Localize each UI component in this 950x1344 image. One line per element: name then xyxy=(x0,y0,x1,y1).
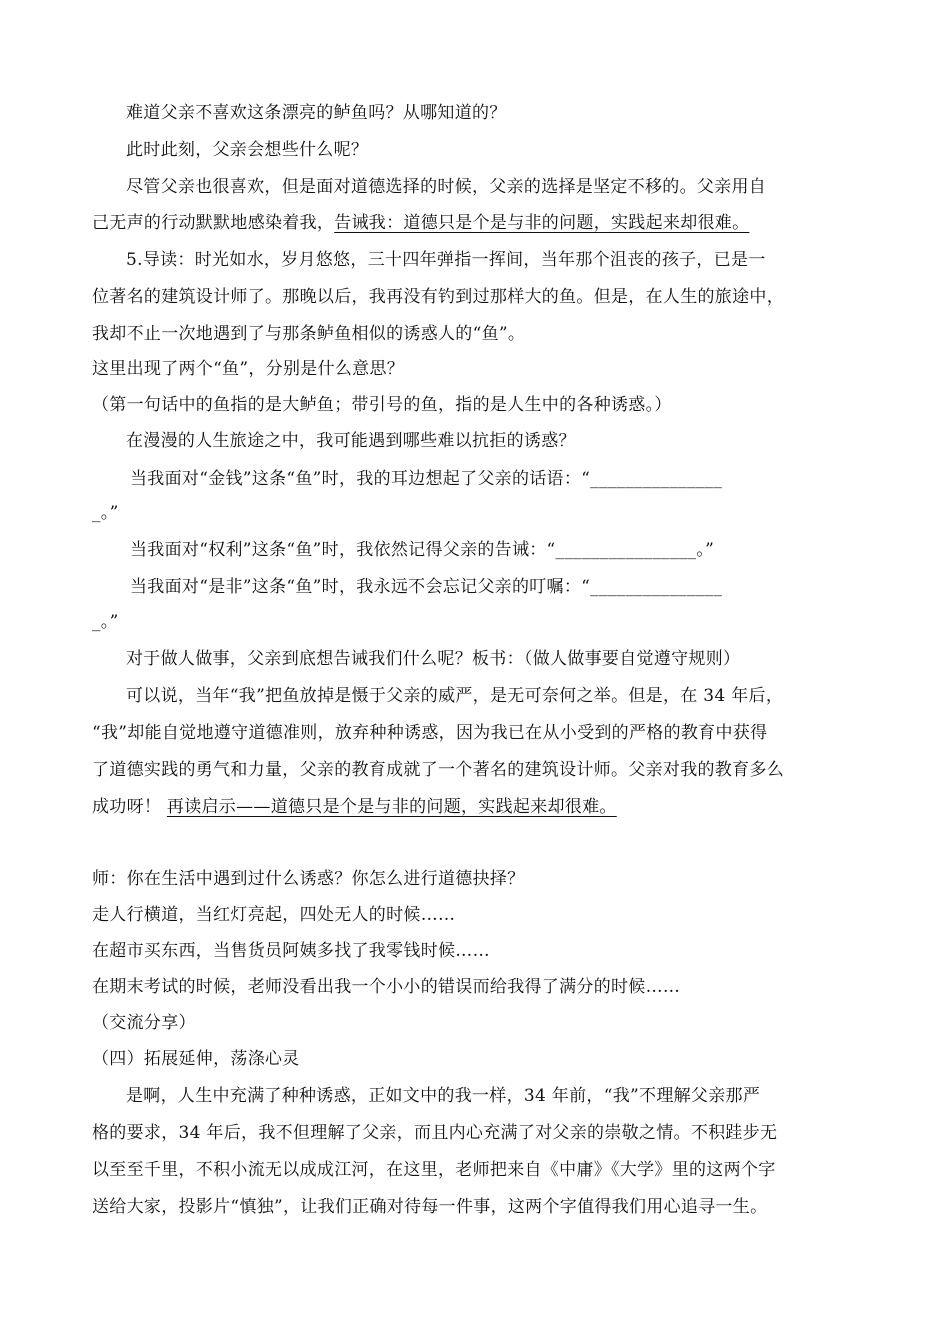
paragraph-line: 对于做人做事，父亲到底想告诫我们什么呢？板书：（做人做事要自觉遵守规则） xyxy=(126,649,741,669)
fill-blank-line: 当我面对“是非”这条“鱼”时，我永远不会忘记父亲的叮嘱：“_______________ xyxy=(130,577,723,597)
fill-blank-line: 当我面对“金钱”这条“鱼”时，我的耳边想起了父亲的话语：“_______________ xyxy=(130,469,723,489)
paragraph-line: 5.导读：时光如水，岁月悠悠，三十四年弹指一挥间，当年那个沮丧的孩子，已是一 xyxy=(126,250,766,270)
scenario-line: 走人行横道，当红灯亮起，四处无人的时候…… xyxy=(92,905,456,925)
paragraph-line: 我却不止一次地遇到了与那条鲈鱼相似的诱惑人的“鱼”。 xyxy=(92,324,526,344)
paragraph-line: 在漫漫的人生旅途之中，我可能遇到哪些难以抗拒的诱惑？ xyxy=(126,431,576,451)
scenario-line: 在期末考试的时候，老师没看出我一个小小的错误而给我得了满分的时候…… xyxy=(92,977,681,997)
paragraph-line: 位著名的建筑设计师了。那晚以后，我再没有钓到过那样大的鱼。但是，在人生的旅途中， xyxy=(92,287,784,307)
paragraph-line: 格的要求，34 年后，我不但理解了父亲，而且内心充满了对父亲的崇敬之情。不积跬步无 xyxy=(92,1123,778,1143)
question-line: 这里出现了两个“鱼”，分别是什么意思？ xyxy=(92,359,405,379)
fill-blank-line: 当我面对“权利”这条“鱼”时，我依然记得父亲的告诫：“________________。” xyxy=(130,540,715,560)
paragraph-line: 可以说，当年“我”把鱼放掉是慑于父亲的威严，是无可奈何之举。但是，在 34 年后， xyxy=(126,686,784,706)
teacher-question: 师：你在生活中遇到过什么诱惑？你怎么进行道德抉择？ xyxy=(92,869,525,889)
paragraph-line: 尽管父亲也很喜欢，但是面对道德选择的时候，父亲的选择是坚定不移的。父亲用自 xyxy=(126,177,767,197)
section-heading: （四）拓展延伸，荡涤心灵 xyxy=(92,1049,300,1069)
paragraph-line: 是啊，人生中充满了种种诱惑，正如文中的我一样，34 年前，“我”不理解父亲那严 xyxy=(126,1086,761,1106)
paragraph-line xyxy=(92,795,862,819)
paragraph-line: 了道德实践的勇气和力量，父亲的教育成就了一个著名的建筑设计师。父亲对我的教育多么 xyxy=(92,760,784,780)
underlined-text: 再读启示——道德只是个是与非的问题，实践起来却很难。 xyxy=(166,797,617,817)
paragraph-line: 以至至千里，不积小流无以成成江河，在这里，老师把来自《中庸》《大学》里的这两个字 xyxy=(92,1160,776,1180)
fill-blank-line: _。” xyxy=(92,503,119,523)
paragraph-line: 此时此刻，父亲会想些什么呢？ xyxy=(126,140,369,160)
answer-line: （第一句话中的鱼指的是大鲈鱼；带引号的鱼，指的是人生中的各种诱惑。） xyxy=(92,395,672,415)
line-text: 己无声的行动默默地感染着我， xyxy=(92,213,335,233)
paragraph-line xyxy=(92,211,862,235)
paragraph-line: 送给大家，投影片“慎独”，让我们正确对待每一件事，这两个字值得我们用心追寻一生。 xyxy=(92,1197,768,1217)
note-line: （交流分享） xyxy=(92,1013,196,1033)
line-text: 成功呀！ xyxy=(92,797,167,817)
fill-blank-line: _。” xyxy=(92,612,119,632)
underlined-text: 告诫我：道德只是个是与非的问题，实践起来却很难。 xyxy=(334,213,750,233)
scenario-line: 在超市买东西，当售货员阿姨多找了我零钱时候…… xyxy=(92,941,490,961)
paragraph-line: “我”却能自觉地遵守道德准则，放弃种种诱惑，因为我已在从小受到的严格的教育中获得 xyxy=(92,723,768,743)
paragraph-line: 难道父亲不喜欢这条漂亮的鲈鱼吗？从哪知道的？ xyxy=(126,103,507,123)
